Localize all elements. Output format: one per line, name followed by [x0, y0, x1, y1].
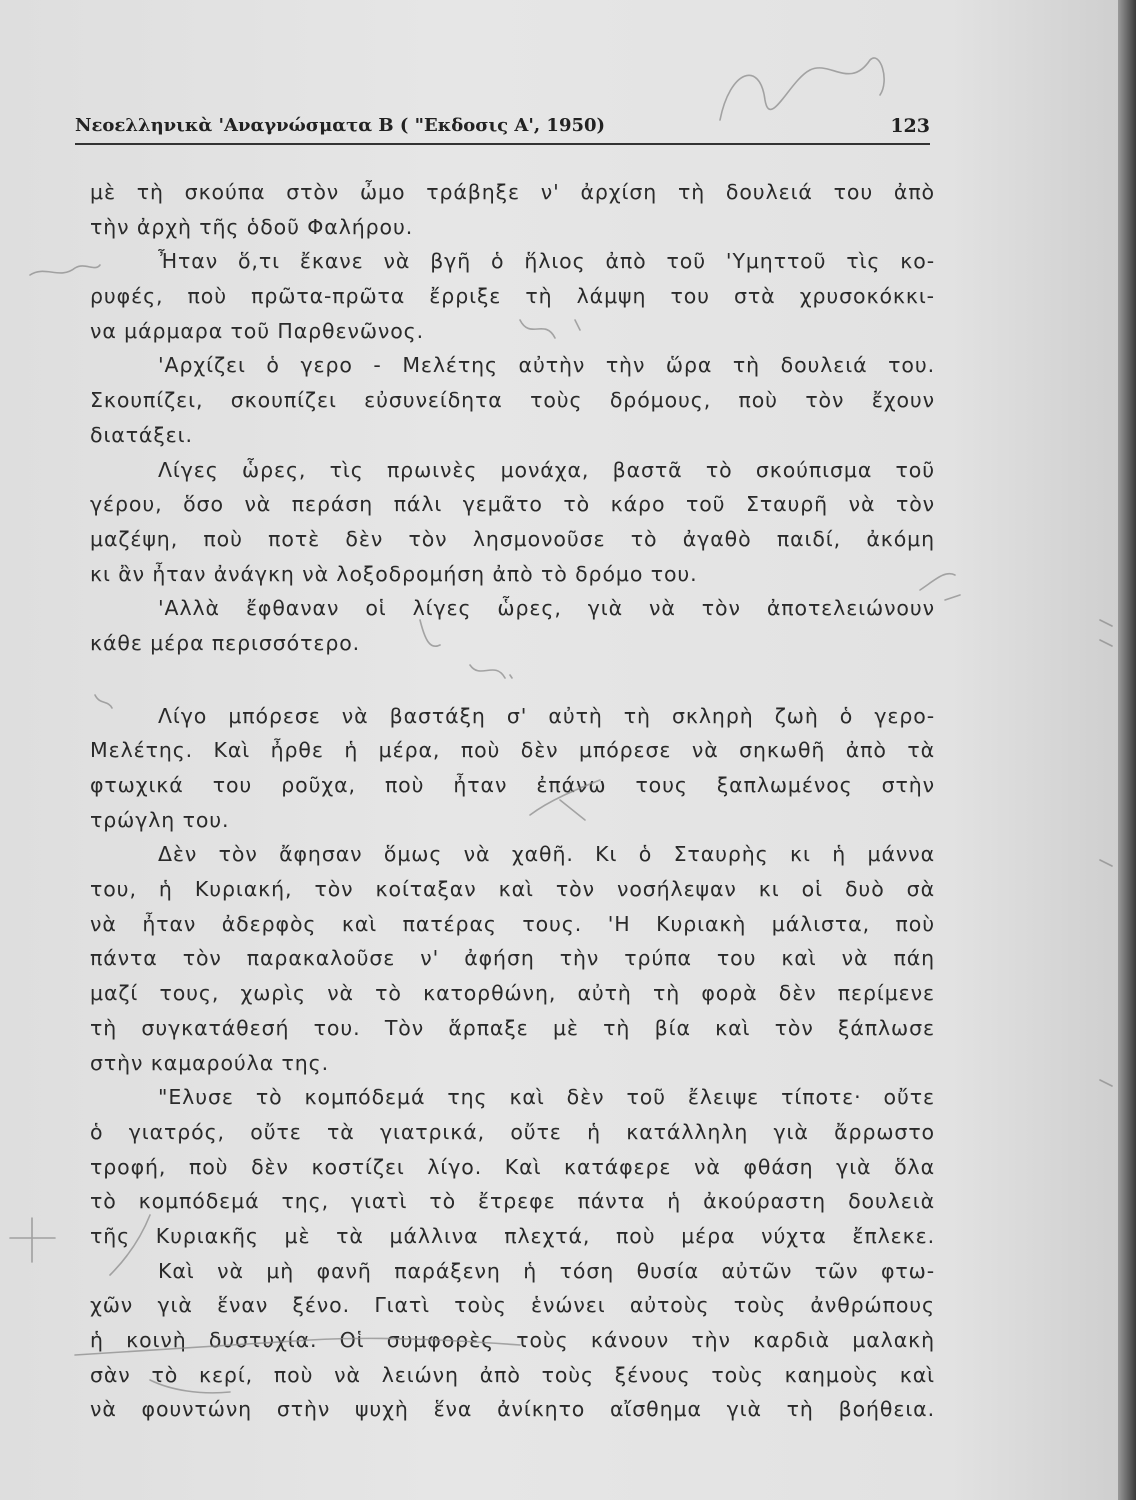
text-line: τὸ κομπόδεμά της, γιατὶ τὸ ἔτρεφε πάντα ἡ ἀκούραστη δουλειὰ [90, 1189, 935, 1214]
text-line: πάντα τὸν παρακαλοῦσε ν' ἀφήση τὴν τρύπα του καὶ νὰ πάη [90, 946, 935, 971]
pencil-cross [10, 1218, 55, 1262]
text-line: χῶν γιὰ ἕναν ξένο. Γιατὶ τοὺς ἑνώνει αὐτοὺς τοὺς ἀνθρώπους [90, 1293, 935, 1318]
text-line: μαζί τους, χωρὶς νὰ τὸ κατορθώνη, αὐτὴ τὴ φορὰ δὲν περίμενε [90, 981, 935, 1006]
text-line: μὲ τὴ σκούπα στὸν ὦμο τράβηξε ν' ἀρχίση τὴ δουλειά του ἀπὸ [90, 180, 935, 204]
text-line: ἡ κοινὴ δυστυχία. Οἱ συμφορὲς τοὺς κάνουν τὴν καρδιὰ μαλακὴ [90, 1328, 935, 1352]
text-line: ρυφές, ποὺ πρῶτα-πρῶτα ἔρριξε τὴ λάμψη του στὰ χρυσοκόκκι- [90, 284, 935, 309]
text-line: Καὶ νὰ μὴ φανῆ παράξενη ἡ τόση θυσία αὐτῶν τῶν φτω- [158, 1258, 935, 1283]
text-line: νὰ φουντώνη στὴν ψυχὴ ἕνα ἀνίκητο αἴσθημα γιὰ τὴ βοήθεια. [90, 1397, 935, 1422]
text-line: Ἦταν ὅ,τι ἔκανε νὰ βγῆ ὁ ἥλιος ἀπὸ τοῦ 'Υμηττοῦ τὶς κο- [158, 249, 935, 274]
text-line: ὁ γιατρός, οὔτε τὰ γιατρικά, οὔτε ἡ κατάλληλη γιὰ ἄρρωστο [90, 1119, 935, 1144]
paragraph [90, 1080, 935, 1253]
text-line: τὴν ἀρχὴ τῆς ὁδοῦ Φαλήρου. [90, 214, 414, 239]
text-line: σὰν τὸ κερί, ποὺ νὰ λειώνη ἀπὸ τοὺς ξένους τοὺς καημοὺς καὶ [90, 1362, 935, 1387]
paragraph [90, 837, 935, 1080]
text-line: τῆς Κυριακῆς μὲ τὰ μάλλινα πλεχτά, ποὺ μέρα νύχτα ἔπλεκε. [90, 1223, 935, 1248]
text-line: 'Αρχίζει ὁ γερο - Μελέτης αὐτὴν τὴν ὥρα τὴ δουλειά του. [158, 353, 935, 378]
text-line: Λίγες ὧρες, τὶς πρωινὲς μονάχα, βαστᾶ τὸ σκούπισμα τοῦ [158, 457, 935, 482]
text-line: Μελέτης. Καὶ ἦρθε ἡ μέρα, ποὺ δὲν μπόρεσε νὰ σηκωθῆ ἀπὸ τὰ [90, 738, 935, 763]
text-line: Λίγο μπόρεσε νὰ βαστάξη σ' αὐτὴ τὴ σκληρὴ ζωὴ ὁ γερο- [158, 703, 935, 728]
text-line: στὴν καμαρούλα της. [90, 1050, 330, 1075]
text-line: τὴ συγκατάθεσή του. Τὸν ἅρπαξε μὲ τὴ βία καὶ τὸν ξάπλωσε [90, 1015, 935, 1040]
text-line: κάθε μέρα περισσότερο. [90, 630, 361, 655]
text-line: Δὲν τὸν ἄφησαν ὅμως νὰ χαθῆ. Κι ὁ Σταυρὴς κι ἡ μάννα [158, 842, 935, 867]
text-line: νὰ ἦταν ἀδερφὸς καὶ πατέρας τους. 'Η Κυριακὴ μάλιστα, ποὺ [90, 911, 935, 936]
text-line: τρώγλη του. [90, 807, 230, 832]
text-line: φτωχικά του ροῦχα, ποὺ ἦταν ἐπάνω τους ξαπλωμένος στὴν [90, 773, 935, 797]
text-line: κι ἂν ἦταν ἀνάγκη νὰ λοξοδρομήση ἀπὸ τὸ δρόμο του. [90, 561, 698, 586]
paragraph [90, 175, 935, 244]
paragraph [90, 244, 935, 348]
text-line: γέρου, ὅσο νὰ περάση πάλι γεμᾶτο τὸ κάρο τοῦ Σταυρῆ νὰ τὸν [90, 492, 935, 517]
text-line: Σκουπίζει, σκουπίζει εὐσυνείδητα τοὺς δρόμους, ποὺ τὸν ἔχουν [90, 388, 935, 413]
text-line: τροφή, ποὺ δὲν κοστίζει λίγο. Καὶ κατάφερε νὰ φθάση γιὰ ὅλα [90, 1154, 935, 1179]
paragraph [90, 453, 935, 592]
text-line: διατάξει. [90, 422, 193, 447]
text-line: 'Αλλὰ ἔφθαναν οἱ λίγες ὧρες, γιὰ νὰ τὸν ἀποτελειώνουν [158, 596, 935, 621]
text-line: μαζέψη, ποὺ ποτὲ δὲν τὸν λησμονοῦσε τὸ ἀγαθὸ παιδί, ἀκόμη [90, 526, 935, 551]
book-gutter-edge [1118, 0, 1136, 1500]
paragraph [90, 348, 935, 452]
running-title: Νεοελληνικὰ 'Αναγνώσματα Β ( "Εκδοσις Α', 1950) [75, 115, 606, 136]
paragraph [90, 699, 935, 838]
page-number: 123 [890, 115, 930, 137]
section-break [90, 661, 935, 699]
running-header [75, 113, 930, 145]
paragraph [90, 591, 935, 660]
text-line: του, ἡ Κυριακή, τὸν κοίταξαν καὶ τὸν νοσήλεψαν κι οἱ δυὸ σὰ [90, 877, 935, 902]
pencil-margin-tick [1100, 620, 1112, 1086]
paragraph [90, 1254, 935, 1427]
text-line: "Ελυσε τὸ κομπόδεμά της καὶ δὲν τοῦ ἔλειψε τίποτε· οὔτε [158, 1085, 935, 1110]
pencil-signature [720, 58, 884, 120]
body-text [90, 175, 935, 1427]
text-line: να μάρμαρα τοῦ Παρθενῶνος. [90, 318, 425, 343]
